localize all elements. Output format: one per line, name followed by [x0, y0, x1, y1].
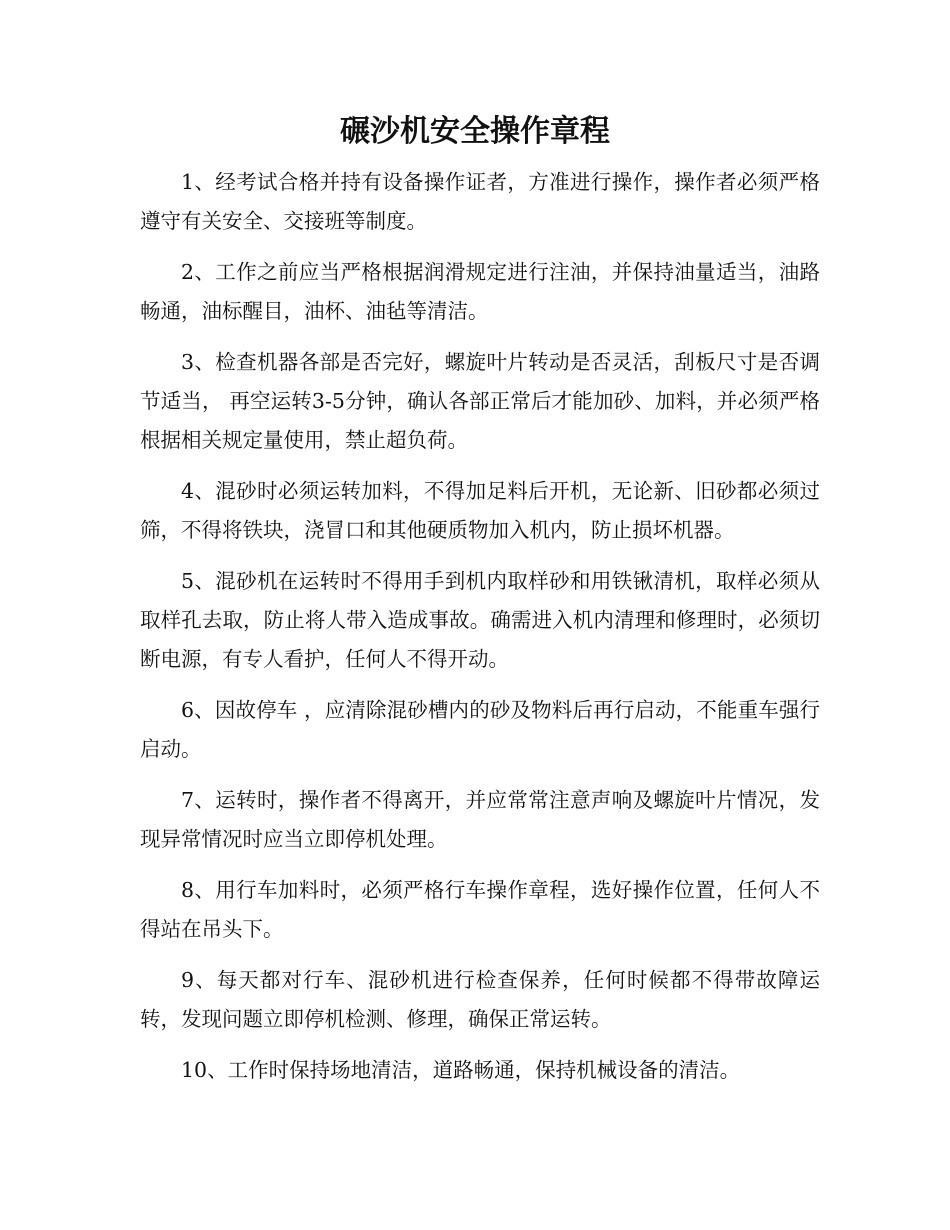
rule-paragraph-7: 7、运转时，操作者不得离开，并应常常注意声响及螺旋叶片情况，发现异常情况时应当立即停机处理。 [140, 788, 820, 851]
rule-paragraph-10: 10、工作时保持场地清洁，道路畅通，保持机械设备的清洁。 [181, 1058, 741, 1082]
rule-paragraph-8: 8、用行车加料时，必须严格行车操作章程，选好操作位置，任何人不得站在吊头下。 [140, 878, 820, 941]
rule-paragraph-4: 4、混砂时必须运转加料，不得加足料后开机，无论新、旧砂都必须过筛，不得将铁块，浇冒口和其他硬质物加入机内，防止损坏机器。 [140, 479, 820, 542]
rule-paragraph-2: 2、工作之前应当严格根据润滑规定进行注油，并保持油量适当，油路畅通，油标醒目，油杯、油毡等清洁。 [140, 260, 820, 323]
rule-paragraph-6: 6、因故停车 ，应清除混砂槽内的砂及物料后再行启动，不能重车强行启动。 [140, 698, 820, 761]
document-title: 碾沙机安全操作章程 [340, 114, 610, 149]
rule-paragraph-9: 9、每天都对行车、混砂机进行检查保养，任何时候都不得带故障运转，发现问题立即停机检测、修理，确保正常运转。 [140, 968, 820, 1031]
rule-paragraph-5: 5、混砂机在运转时不得用手到机内取样砂和用铁锹清机，取样必须从取样孔去取，防止将人带入造成事故。确需进入机内清理和修理时，必须切断电源，有专人看护，任何人不得开动。 [140, 569, 820, 671]
rule-paragraph-3: 3、检查机器各部是否完好，螺旋叶片转动是否灵活，刮板尺寸是否调节适当， 再空运转3-5分钟，确认各部正常后才能加砂、加料，并必须严格根据相关规定量使用，禁止超负荷。 [140, 350, 820, 452]
document-body [140, 163, 820, 1102]
rule-paragraph-1: 1、经考试合格并持有设备操作证者，方准进行操作，操作者必须严格遵守有关安全、交接班等制度。 [140, 170, 820, 233]
